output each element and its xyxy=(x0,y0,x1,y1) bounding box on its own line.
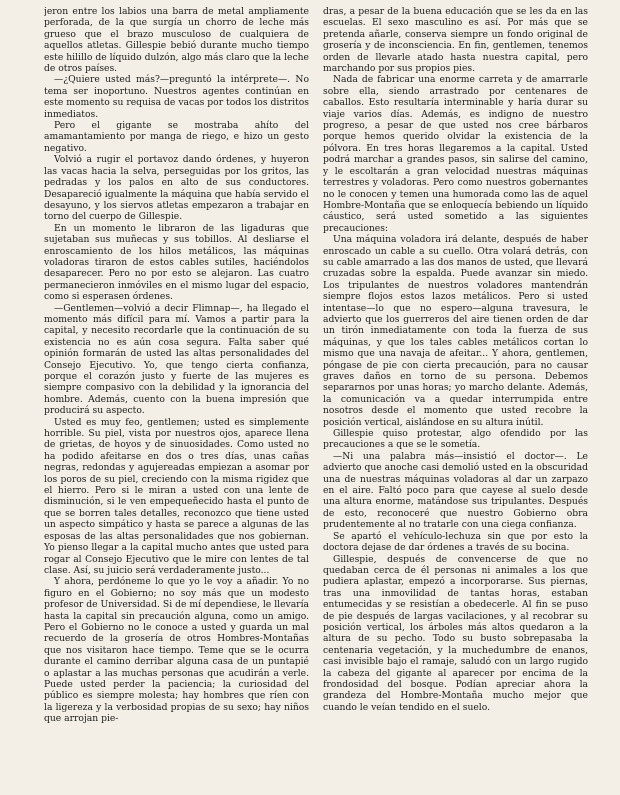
paragraph: Se apartó el vehículo-lechuza sin que por esto la doctora dejase de dar órdenes a través de su bocina. xyxy=(323,530,588,554)
paragraph: —Gentlemen—volvió a decir Flimnap—, ha llegado el momento más difícil para mí. Vamos a partir para la capital, y necesito recordarle que la continuación de su existencia no es aún cosa segura. Falta saber qué opinión formarán de usted las altas personalidades del Consejo Ejecutivo. Yo, que tengo cierta confianza, porque el corazón justo y fuerte de las mujeres es siempre compasivo con la debilidad y la ignorancia del hombre. Además, cuento con la buena impresión que producirá su aspecto. xyxy=(44,302,309,417)
paragraph: Una máquina voladora irá delante, después de haber enroscado un cable a su cuello. Otra volará detrás, con su cable amarrado a las dos manos de usted, que llevará cruzadas sobre la espalda. Puede avanzar sin miedo. Los tripulantes de nuestros voladores mantendrán siempre flojos estos lazos metálicos. Pero si usted intentase—lo que no espero—alguna travesura, le advierto que los guerreros del aire tienen orden de dar un tirón inmediatamente con toda la fuerza de sus máquinas, y que los tales cables metálicos cortan lo mismo que una navaja de afeitar... Y ahora, gentlemen, póngase de pie con cierta precaución, para no causar graves daños en torno de su persona. Debemos separarnos por unas horas; yo marcho delante. Además, la comunicación va a quedar interrumpida entre nosotros desde el momento que usted recobre la posición vertical, aislándose en su altura inútil. xyxy=(323,234,588,428)
paragraph: En un momento le libraron de las ligaduras que sujetaban sus muñecas y sus tobillos. Al desliarse el enroscamiento de los hilos metálicos, las máquinas voladoras tiraron de estos cables sutiles, haciéndolos desaparecer. Pero no por esto se alejaron. Las cuatro permanecieron inmóviles en el mismo lugar del espacio, como si esperasen órdenes. xyxy=(44,222,309,303)
paragraph: Volvió a rugir el portavoz dando órdenes, y huyeron las vacas hacia la selva, perseguidas por los gritos, las pedradas y los palos en alto de sus conductores. Desapareció igualmente la máquina que había servido el desayuno, y los siervos atletas empezaron a trabajar en torno del cuerpo de Gillespie. xyxy=(44,154,309,223)
left-column xyxy=(44,6,309,785)
right-column xyxy=(323,6,588,785)
paragraph: Y ahora, perdóneme lo que yo le voy a añadir. Yo no figuro en el Gobierno; no soy más que un modesto profesor de Universidad. Si de mí dependiese, le llevaría hasta la capital sin precaución alguna, como un amigo. Pero el Gobierno no le conoce a usted y guarda un mal recuerdo de la grosería de otros Hombres-Montañas que nos visitaron hace tiempo. Teme que se le ocurra durante el camino derribar alguna casa de un puntapié o aplastar a las muchas personas que acudirán a verle. Puede usted perder la paciencia; la curiosidad del público es siempre molesta; hay hombres que ríen con la ligereza y la verbosidad propias de su sexo; hay niños que arrojan pie- xyxy=(44,576,309,725)
paragraph: —¿Quiere usted más?—preguntó la intérprete—. No tema ser inoportuno. Nuestros agentes continúan en este momento su requisa de vacas por todos los distritos inmediatos. xyxy=(44,74,309,120)
paragraph: Gillespie, después de convencerse de que no quedaban cerca de él personas ni animales a los que pudiera aplastar, empezó a incorporarse. Sus piernas, tras una inmovilidad de tantas horas, estaban entumecidas y se resistían a obedecerle. Al fin se puso de pie después de largas vacilaciones, y al recobrar su posición vertical, los árboles más altos quedaron a la altura de su pecho. Todo su busto sobrepasaba la centenaria vegetación, y la muchedumbre de enanos, casi invisible bajo el ramaje, saludó con un largo rugido la cabeza del gigante al aparecer por encima de la frondosidad del bosque. Podían apreciar ahora la grandeza del Hombre-Montaña mucho mejor que cuando le veían tendido en el suelo. xyxy=(323,553,588,713)
paragraph: —Ni una palabra más—insistió el doctor—. Le advierto que anoche casi demolió usted en la obscuridad una de nuestras máquinas voladoras al dar un zarpazo en el aire. Faltó poco para que cayese al suelo desde una altura enorme, matándose sus tripulantes. Después de esto, reconoceré que nuestro Gobierno obra prudentemente al no tratarle con una ciega confianza. xyxy=(323,450,588,531)
paragraph: jeron entre los labios una barra de metal ampliamente perforada, de la que surgía un chorro de leche más grueso que el brazo musculoso de cualquiera de aquellos atletas. Gillespie bebió durante mucho tiempo este hilillo de líquido dulzón, algo más claro que la leche de otros países. xyxy=(44,6,309,75)
paragraph: dras, a pesar de la buena educación que se les da en las escuelas. El sexo masculino es así. Por más que se pretenda añarle, conserva siempre un fondo original de grosería y de inconsciencia. En fin, gentlemen, tenemos orden de llevarle atado hasta nuestra capital, pero marchando por sus propios pies. xyxy=(323,6,588,75)
paragraph: Gillespie quiso protestar, algo ofendido por las precauciones a que se le sometía. xyxy=(323,428,588,451)
paragraph: Usted es muy feo, gentlemen; usted es simplemente horrible. Su piel, vista por nuestros ojos, aparece llena de grietas, de hoyos y de sinuosidades. Como usted no ha podido afeitarse en dos o tres días, unas cañas negras, redondas y agujereadas empiezan a asomar por los poros de su piel, creciendo con la misma rigidez que el hierro. Pero si le miran a usted con una lente de disminución, si le ven empequeñecido hasta el punto de que se borren tales detalles, reconozco que tiene usted un aspecto simpático y hasta se parece a algunas de las esposas de las altas personalidades que nos gobiernan. Yo pienso llegar a la capital mucho antes que usted para rogar al Consejo Ejecutivo que le mire con lentes de tal clase. Así, su juicio será verdaderamente justo... xyxy=(44,416,309,576)
paragraph: Nada de fabricar una enorme carreta y de amarrarle sobre ella, siendo arrastrado por centenares de caballos. Esto resultaría interminable y haría durar su viaje varios días. Además, es indigno de nuestro progreso, a pesar de que usted nos cree bárbaros porque hemos querido olvidar la existencia de la pólvora. En tres horas llegaremos a la capital. Usted podrá marchar a grandes pasos, sin salirse del camino, y le escoltarán a gran velocidad nuestras máquinas terrestres y voladoras. Pero como nuestros gobernantes no le conocen y temen una humorada como las de aquel Hombre-Montaña que se enloquecía bebiendo un líquido cáustico, será usted sometido a las siguientes precauciones: xyxy=(323,74,588,234)
paragraph: Pero el gigante se mostraba ahíto del amamantamiento por manga de riego, e hizo un gesto negativo. xyxy=(44,120,309,154)
